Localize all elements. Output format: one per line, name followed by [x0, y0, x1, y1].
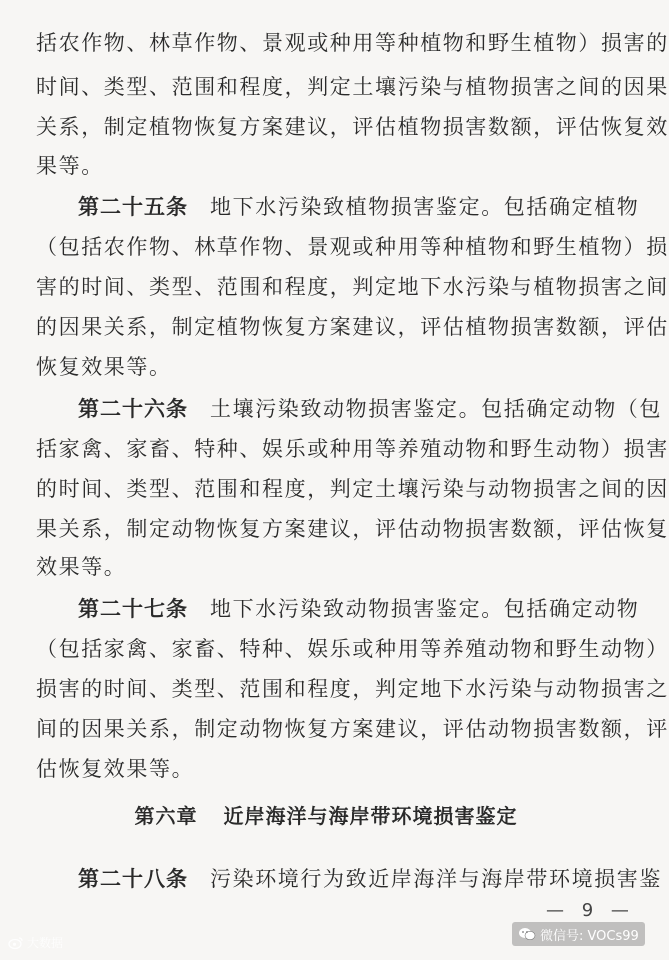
body-line: 间的因果关系，制定动物恢复方案建议，评估动物损害数额，评	[36, 717, 669, 741]
body-line: 估恢复效果等。	[36, 757, 195, 781]
body-line: （包括农作物、林草作物、景观或种用等种植物和野生植物）损	[36, 235, 669, 259]
chapter-title: 近岸海洋与海岸带环境损害鉴定	[223, 804, 518, 828]
article-28-heading-line: 第二十八条 污染环境行为致近岸海洋与海岸带环境损害鉴	[78, 867, 662, 891]
article-label: 第二十八条	[78, 867, 188, 891]
article-label: 第二十六条	[78, 397, 188, 421]
weibo-logo-icon	[8, 936, 24, 950]
body-line: 的因果关系，制定植物恢复方案建议，评估植物损害数额，评估	[36, 315, 669, 339]
page-number: — 9 —	[546, 900, 635, 921]
body-line: 效果等。	[36, 555, 127, 579]
watermark-logo	[8, 934, 63, 951]
article-26-heading-line: 第二十六条 土壤污染致动物损害鉴定。包括确定动物（包	[78, 397, 662, 421]
wechat-icon	[518, 927, 536, 941]
wechat-watermark	[512, 922, 645, 946]
watermark-logo-text: 大数据	[27, 936, 64, 950]
body-line: 害的时间、类型、范围和程度，判定地下水污染与植物损害之间	[36, 275, 669, 299]
body-line: 果等。	[36, 154, 104, 178]
article-label: 第二十七条	[78, 597, 188, 621]
body-line: 恢复效果等。	[36, 355, 172, 379]
body-line: 时间、类型、范围和程度，判定土壤污染与植物损害之间的因果	[36, 75, 669, 99]
chapter-number: 第六章	[134, 804, 198, 828]
body-line: 果关系，制定动物恢复方案建议，评估动物损害数额，评估恢复	[36, 517, 669, 541]
article-25-heading-line: 第二十五条 地下水污染致植物损害鉴定。包括确定植物	[78, 195, 640, 219]
body-line: 关系，制定植物恢复方案建议，评估植物损害数额，评估恢复效	[36, 115, 669, 139]
article-27-heading-line: 第二十七条 地下水污染致动物损害鉴定。包括确定动物	[78, 597, 640, 621]
chapter-heading	[0, 798, 652, 834]
body-line: （包括家禽、家畜、特种、娱乐或种用等养殖动物和野生动物）	[36, 637, 669, 661]
wechat-id: 微信号: VOCs99	[540, 928, 639, 944]
body-line: 括家禽、家畜、特种、娱乐或种用等养殖动物和野生动物）损害	[36, 437, 669, 461]
body-line: 括农作物、林草作物、景观或种用等种植物和野生植物）损害的	[36, 31, 669, 55]
article-label: 第二十五条	[78, 195, 188, 219]
body-line: 损害的时间、类型、范围和程度，判定地下水污染与动物损害之	[36, 677, 669, 701]
body-line: 的时间、类型、范围和程度，判定土壤污染与动物损害之间的因	[36, 477, 669, 501]
